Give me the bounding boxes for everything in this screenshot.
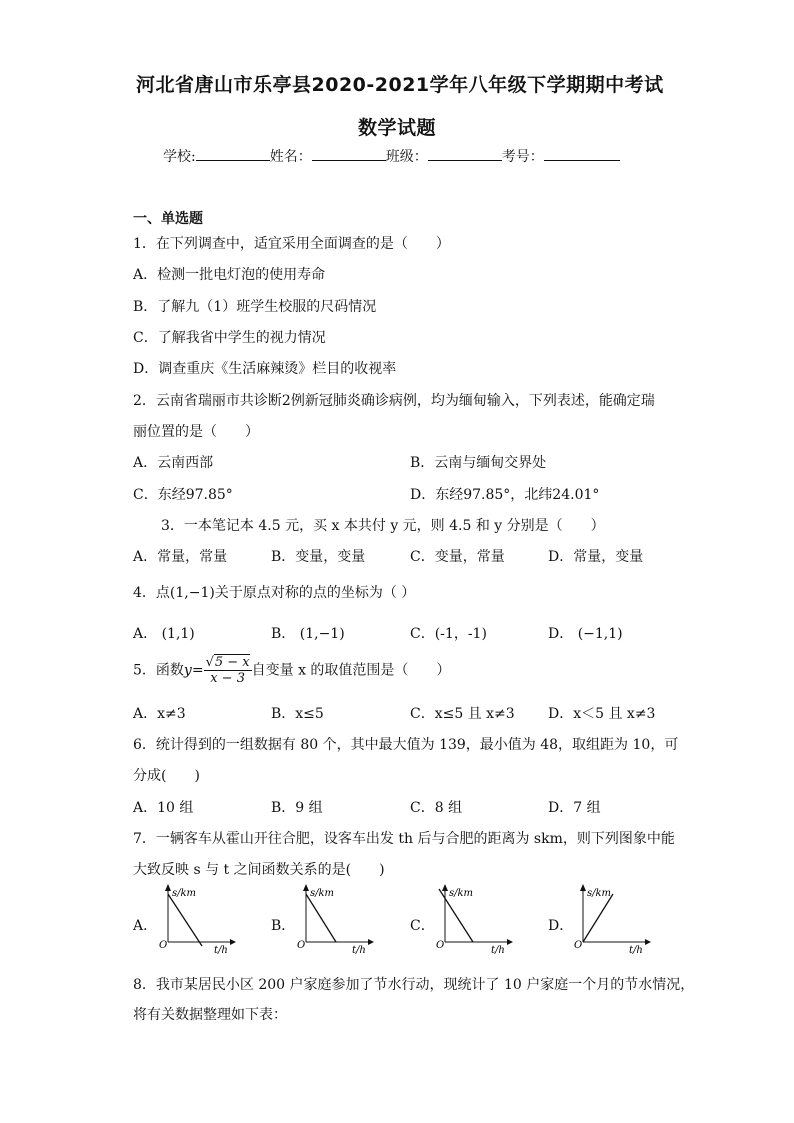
q5-stem-prefix: 5．函数: [133, 662, 184, 679]
class-blank[interactable]: [428, 146, 502, 161]
name-blank[interactable]: [312, 146, 386, 161]
q5-option-c: C．x≤5 且 x≠3: [410, 706, 515, 722]
q4-option-c-value: (-1，-1): [434, 626, 487, 642]
name-label: 姓名：: [269, 149, 312, 165]
q4-option-a-label: A．: [133, 626, 158, 642]
section-heading: 一、单选题: [133, 211, 203, 227]
q4-option-a: [133, 623, 195, 643]
exam-number-blank[interactable]: [544, 146, 620, 161]
q4-option-c: [410, 623, 487, 643]
q6-option-b: B．9 组: [271, 800, 323, 816]
q7-graph-b-line: [306, 894, 336, 942]
q5-option-d: D．x＜5 且 x≠3: [548, 706, 656, 722]
q5-y: y: [183, 662, 192, 679]
q7-graph-d-origin: O: [574, 940, 583, 951]
q6-stem-line1: 6．统计得到的一组数据有 80 个，其中最大值为 139，最小值为 48，取组距为 10，可: [133, 737, 679, 753]
q4-option-d-value: (−1,1): [577, 626, 623, 642]
q7-graph-d-xlabel: t/h: [629, 945, 643, 954]
q2-stem-line2: 丽位置的是（ ）: [133, 424, 259, 440]
exam-title: 河北省唐山市乐亭县2020-2021学年八年级下学期期中考试: [136, 74, 664, 96]
q7-option-a-label: A．: [133, 918, 158, 934]
q5-stem: 5．函数y= $\frac{√5 - x}{x - 3}$ 自变量 x 的取值范围是（ ）: [133, 655, 451, 686]
student-info-line: [163, 146, 620, 166]
sqrt-icon: √: [205, 655, 214, 670]
q7-graph-d-ylabel: s/km: [587, 888, 612, 899]
q7-option-b-label: B．: [271, 918, 296, 934]
q5-denominator: x − 3: [210, 671, 245, 686]
q4-stem-suffix: 关于原点对称的点的坐标为（ ）: [214, 585, 416, 601]
q4-option-b: [271, 623, 345, 643]
q3-option-d: D．常量，变量: [548, 549, 644, 565]
q5-radicand: 5 − x: [214, 655, 250, 670]
q7-graph-c: [431, 884, 513, 954]
q7-graph-b-ylabel: s/km: [310, 888, 335, 899]
q7-stem-line2: 大致反映 s 与 t 之间函数关系的是( ): [133, 862, 385, 878]
class-label: 班级：: [385, 149, 428, 165]
q4-stem: [133, 582, 415, 602]
q7-graph-a-ylabel: s/km: [172, 888, 197, 899]
q2-stem-line1: 2．云南省瑞丽市共诊断2例新冠肺炎确诊病例，均为缅甸输入，下列表述，能确定瑞: [133, 393, 655, 409]
q1-option-d: D．调查重庆《生活麻辣烫》栏目的收视率: [133, 361, 397, 377]
q2-option-a: A．云南西部: [133, 455, 214, 471]
q3-option-c: C．变量，常量: [410, 549, 505, 565]
q7-graph-a-line: [168, 894, 202, 946]
q7-graph-d-line: [583, 894, 613, 942]
school-label: 学校:: [163, 149, 196, 165]
q1-option-a: A．检测一批电灯泡的使用寿命: [133, 267, 326, 283]
q4-option-b-value: (1,−1): [299, 626, 345, 642]
q7-graph-b-origin: O: [297, 940, 306, 951]
q7-stem-line1: 7．一辆客车从霍山开往合肥，设客车出发 th 后与合肥的距离为 skm，则下列图象中能: [133, 831, 675, 847]
q5-stem-suffix: 自变量 x 的取值范围是（ ）: [251, 662, 451, 679]
q4-point: (1,−1): [169, 585, 215, 601]
q7-graph-b-xlabel: t/h: [352, 945, 366, 954]
q6-option-a: A．10 组: [133, 800, 194, 816]
q7-graph-c-origin: O: [436, 940, 445, 951]
q1-option-b: B．了解九（1）班学生校服的尺码情况: [133, 299, 377, 315]
q4-option-c-label: C．: [410, 626, 435, 642]
q7-graph-d: [569, 884, 651, 954]
q6-option-d: D．7 组: [548, 800, 601, 816]
q5-numerator: [204, 655, 252, 671]
q6-stem-line2: 分成( ): [133, 768, 200, 784]
q1-stem: 1．在下列调查中，适宜采用全面调查的是（ ）: [133, 236, 450, 252]
q8-stem-line2: 将有关数据整理如下表：: [133, 1007, 287, 1023]
q7-graph-a-xlabel: t/h: [214, 945, 228, 954]
q5-option-b: B．x≤5: [271, 706, 324, 722]
q7-graph-c-ylabel: s/km: [449, 888, 474, 899]
q5-option-a: A．x≠3: [133, 706, 186, 722]
q4-stem-prefix: 4．点: [133, 585, 170, 601]
q1-option-c: C．了解我省中学生的视力情况: [133, 330, 326, 346]
q4-option-d: [548, 623, 623, 643]
q3-option-b: B．变量，变量: [271, 549, 366, 565]
q2-option-b: B．云南与缅甸交界处: [410, 455, 547, 471]
exam-number-label: 考号：: [501, 149, 544, 165]
q4-option-a-value: (1,1): [161, 626, 195, 642]
q7-option-d-label: D．: [548, 918, 574, 934]
q6-option-c: C．8 组: [410, 800, 463, 816]
q5-fraction: [204, 655, 252, 686]
school-blank[interactable]: [196, 146, 270, 161]
q7-graph-a: [154, 884, 236, 954]
q4-option-b-label: B．: [271, 626, 296, 642]
q8-stem-line1: 8．我市某居民小区 200 户家庭参加了节水行动，现统计了 10 户家庭一个月的节水情况，: [133, 977, 695, 993]
q7-graph-b: [292, 884, 374, 954]
exam-subtitle: 数学试题: [358, 117, 437, 139]
q4-option-d-label: D．: [548, 626, 574, 642]
q3-stem: 3．一本笔记本 4.5 元，买 x 本共付 y 元，则 4.5 和 y 分别是（ ）: [161, 518, 605, 534]
q2-option-d: D．东经97.85°，北纬24.01°: [410, 487, 600, 503]
q7-option-c-label: C．: [410, 918, 435, 934]
q3-option-a: A．常量，常量: [133, 549, 228, 565]
q2-option-c: C．东经97.85°: [133, 487, 233, 503]
q7-graph-c-xlabel: t/h: [491, 945, 505, 954]
q7-graph-a-origin: O: [159, 940, 168, 951]
